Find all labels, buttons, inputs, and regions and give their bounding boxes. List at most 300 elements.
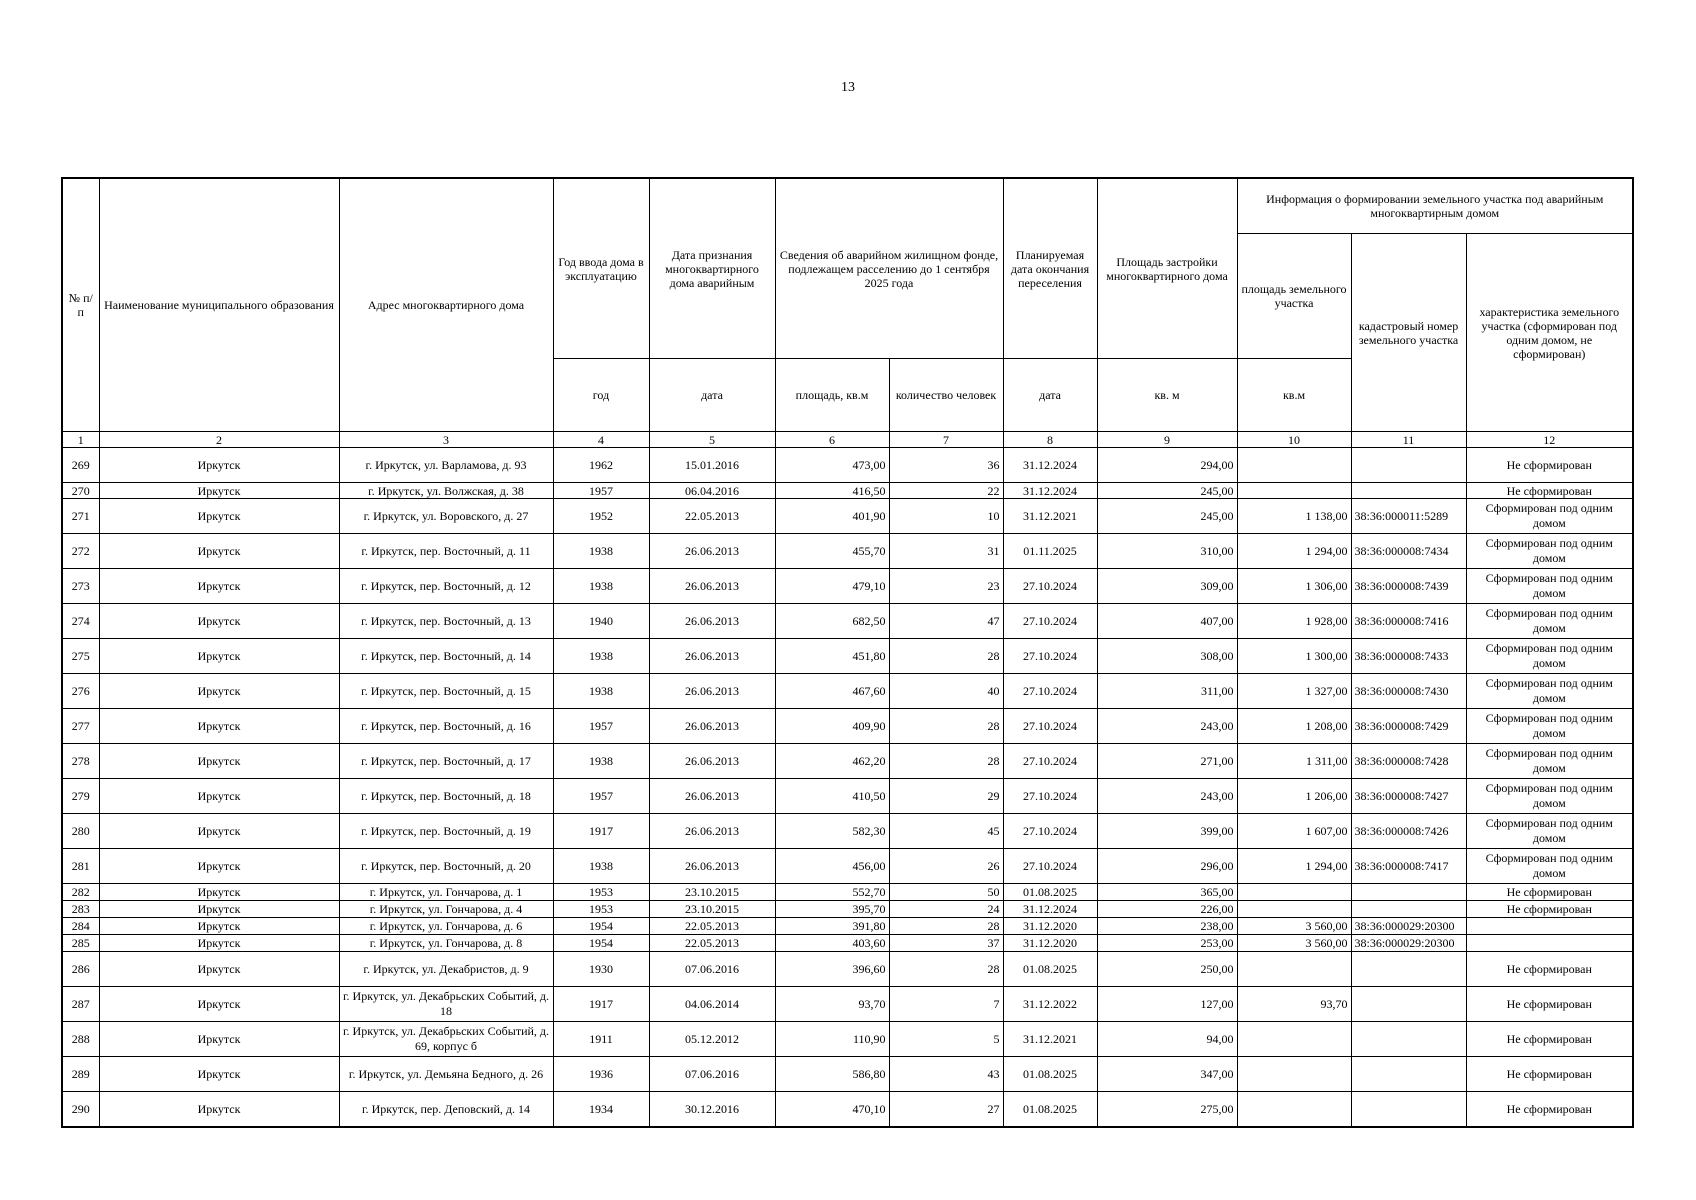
address-cell: г. Иркутск, ул. Гончарова, д. 8 [339, 935, 553, 952]
declared-date-cell: 23.10.2015 [649, 884, 775, 901]
table-row [62, 483, 1633, 499]
land-area-cell: 1 327,00 [1237, 674, 1351, 709]
land-area-cell: 1 607,00 [1237, 814, 1351, 849]
year-cell: 1938 [553, 674, 649, 709]
cadastral-cell: 38:36:000008:7433 [1351, 639, 1466, 674]
people-count-cell: 50 [889, 884, 1003, 901]
land-status-cell: Сформирован под одним домом [1466, 604, 1633, 639]
address-cell: г. Иркутск, ул. Варламова, д. 93 [339, 448, 553, 483]
people-count-cell: 47 [889, 604, 1003, 639]
row-number: 277 [62, 709, 99, 744]
land-area-cell [1237, 952, 1351, 987]
cadastral-cell: 38:36:000029:20300 [1351, 918, 1466, 935]
people-count-cell: 28 [889, 918, 1003, 935]
building-area-cell: 347,00 [1097, 1057, 1237, 1092]
year-cell: 1938 [553, 534, 649, 569]
cadastral-cell: 38:36:000008:7428 [1351, 744, 1466, 779]
emergency-area-cell: 467,60 [775, 674, 889, 709]
address-cell: г. Иркутск, ул. Волжская, д. 38 [339, 483, 553, 499]
municipality-cell: Иркутск [99, 884, 339, 901]
land-area-cell [1237, 1057, 1351, 1092]
address-cell: г. Иркутск, ул. Гончарова, д. 4 [339, 901, 553, 918]
people-count-cell: 24 [889, 901, 1003, 918]
land-status-cell: Сформирован под одним домом [1466, 569, 1633, 604]
planned-date-cell: 27.10.2024 [1003, 849, 1097, 884]
unit-area: площадь, кв.м [775, 359, 889, 432]
address-cell: г. Иркутск, ул. Декабристов, д. 9 [339, 952, 553, 987]
column-number: 4 [553, 432, 649, 448]
table-row [62, 709, 1633, 744]
people-count-cell: 28 [889, 744, 1003, 779]
row-number: 286 [62, 952, 99, 987]
address-cell: г. Иркутск, пер. Восточный, д. 12 [339, 569, 553, 604]
land-area-cell: 1 306,00 [1237, 569, 1351, 604]
declared-date-cell: 26.06.2013 [649, 674, 775, 709]
column-number: 11 [1351, 432, 1466, 448]
year-cell: 1917 [553, 987, 649, 1022]
cadastral-cell: 38:36:000008:7429 [1351, 709, 1466, 744]
cadastral-cell [1351, 1022, 1466, 1057]
declared-date-cell: 22.05.2013 [649, 935, 775, 952]
land-status-cell: Сформирован под одним домом [1466, 709, 1633, 744]
column-number: 6 [775, 432, 889, 448]
table-row [62, 952, 1633, 987]
cadastral-cell: 38:36:000008:7430 [1351, 674, 1466, 709]
address-cell: г. Иркутск, пер. Восточный, д. 15 [339, 674, 553, 709]
row-number: 269 [62, 448, 99, 483]
declared-date-cell: 30.12.2016 [649, 1092, 775, 1128]
address-cell: г. Иркутск, ул. Гончарова, д. 6 [339, 918, 553, 935]
planned-date-cell: 31.12.2024 [1003, 901, 1097, 918]
emergency-area-cell: 473,00 [775, 448, 889, 483]
emergency-area-cell: 455,70 [775, 534, 889, 569]
emergency-area-cell: 401,90 [775, 499, 889, 534]
planned-date-cell: 27.10.2024 [1003, 569, 1097, 604]
planned-date-cell: 31.12.2024 [1003, 483, 1097, 499]
building-area-cell: 94,00 [1097, 1022, 1237, 1057]
cadastral-cell: 38:36:000008:7417 [1351, 849, 1466, 884]
row-number: 283 [62, 901, 99, 918]
land-area-cell: 1 300,00 [1237, 639, 1351, 674]
municipality-cell: Иркутск [99, 952, 339, 987]
municipality-cell: Иркутск [99, 744, 339, 779]
declared-date-cell: 26.06.2013 [649, 604, 775, 639]
building-area-cell: 309,00 [1097, 569, 1237, 604]
address-cell: г. Иркутск, ул. Демьяна Бедного, д. 26 [339, 1057, 553, 1092]
people-count-cell: 10 [889, 499, 1003, 534]
table-row [62, 604, 1633, 639]
cadastral-cell [1351, 884, 1466, 901]
year-cell: 1953 [553, 884, 649, 901]
emergency-area-cell: 410,50 [775, 779, 889, 814]
year-cell: 1911 [553, 1022, 649, 1057]
cadastral-cell: 38:36:000008:7439 [1351, 569, 1466, 604]
header-planned-date: Планируемая дата окончания переселения [1003, 178, 1097, 359]
municipality-cell: Иркутск [99, 604, 339, 639]
planned-date-cell: 31.12.2020 [1003, 935, 1097, 952]
emergency-area-cell: 409,90 [775, 709, 889, 744]
planned-date-cell: 01.11.2025 [1003, 534, 1097, 569]
header-land-area: площадь земельного участка [1237, 234, 1351, 359]
declared-date-cell: 22.05.2013 [649, 499, 775, 534]
people-count-cell: 7 [889, 987, 1003, 1022]
declared-date-cell: 26.06.2013 [649, 814, 775, 849]
row-number: 288 [62, 1022, 99, 1057]
table-row [62, 814, 1633, 849]
building-area-cell: 226,00 [1097, 901, 1237, 918]
table-row [62, 499, 1633, 534]
land-status-cell [1466, 918, 1633, 935]
cadastral-cell: 38:36:000008:7434 [1351, 534, 1466, 569]
cadastral-cell [1351, 901, 1466, 918]
unit-people: количество человек [889, 359, 1003, 432]
table-row [62, 1092, 1633, 1128]
year-cell: 1962 [553, 448, 649, 483]
year-cell: 1938 [553, 744, 649, 779]
column-number: 12 [1466, 432, 1633, 448]
emergency-area-cell: 403,60 [775, 935, 889, 952]
emergency-area-cell: 479,10 [775, 569, 889, 604]
land-status-cell: Не сформирован [1466, 1022, 1633, 1057]
land-area-cell [1237, 1022, 1351, 1057]
land-status-cell: Не сформирован [1466, 1057, 1633, 1092]
table-row [62, 1022, 1633, 1057]
table-body [62, 448, 1633, 1128]
declared-date-cell: 23.10.2015 [649, 901, 775, 918]
row-number: 270 [62, 483, 99, 499]
address-cell: г. Иркутск, пер. Восточный, д. 16 [339, 709, 553, 744]
emergency-area-cell: 391,80 [775, 918, 889, 935]
declared-date-cell: 07.06.2016 [649, 1057, 775, 1092]
row-number: 280 [62, 814, 99, 849]
emergency-area-cell: 110,90 [775, 1022, 889, 1057]
building-area-cell: 245,00 [1097, 499, 1237, 534]
land-area-cell: 3 560,00 [1237, 918, 1351, 935]
land-status-cell: Сформирован под одним домом [1466, 674, 1633, 709]
declared-date-cell: 26.06.2013 [649, 569, 775, 604]
emergency-area-cell: 682,50 [775, 604, 889, 639]
people-count-cell: 28 [889, 709, 1003, 744]
municipality-cell: Иркутск [99, 901, 339, 918]
address-cell: г. Иркутск, ул. Декабрьских Событий, д. 69, корпус б [339, 1022, 553, 1057]
planned-date-cell: 01.08.2025 [1003, 884, 1097, 901]
row-number: 274 [62, 604, 99, 639]
municipality-cell: Иркутск [99, 709, 339, 744]
table-row [62, 901, 1633, 918]
row-number: 272 [62, 534, 99, 569]
land-area-cell: 1 138,00 [1237, 499, 1351, 534]
row-number: 271 [62, 499, 99, 534]
table-row [62, 884, 1633, 901]
people-count-cell: 23 [889, 569, 1003, 604]
year-cell: 1957 [553, 483, 649, 499]
people-count-cell: 31 [889, 534, 1003, 569]
emergency-area-cell: 462,20 [775, 744, 889, 779]
municipality-cell: Иркутск [99, 674, 339, 709]
header-land-info: Информация о формировании земельного участка под аварийным многоквартирным домом [1237, 178, 1633, 234]
year-cell: 1938 [553, 569, 649, 604]
year-cell: 1957 [553, 709, 649, 744]
header-land-status: характеристика земельного участка (сформирован под одним домом, не сформирован) [1466, 234, 1633, 432]
land-area-cell: 93,70 [1237, 987, 1351, 1022]
building-area-cell: 311,00 [1097, 674, 1237, 709]
address-cell: г. Иркутск, пер. Восточный, д. 11 [339, 534, 553, 569]
people-count-cell: 40 [889, 674, 1003, 709]
declared-date-cell: 26.06.2013 [649, 744, 775, 779]
planned-date-cell: 31.12.2021 [1003, 499, 1097, 534]
cadastral-cell [1351, 987, 1466, 1022]
column-number: 9 [1097, 432, 1237, 448]
column-number: 1 [62, 432, 99, 448]
municipality-cell: Иркутск [99, 534, 339, 569]
planned-date-cell: 01.08.2025 [1003, 1057, 1097, 1092]
cadastral-cell: 38:36:000008:7427 [1351, 779, 1466, 814]
land-status-cell: Сформирован под одним домом [1466, 779, 1633, 814]
row-number: 289 [62, 1057, 99, 1092]
land-area-cell: 1 294,00 [1237, 849, 1351, 884]
year-cell: 1934 [553, 1092, 649, 1128]
declared-date-cell: 22.05.2013 [649, 918, 775, 935]
emergency-housing-table [61, 177, 1634, 1128]
column-numbers-row [62, 432, 1633, 448]
address-cell: г. Иркутск, пер. Восточный, д. 17 [339, 744, 553, 779]
people-count-cell: 26 [889, 849, 1003, 884]
emergency-area-cell: 93,70 [775, 987, 889, 1022]
cadastral-cell: 38:36:000011:5289 [1351, 499, 1466, 534]
address-cell: г. Иркутск, пер. Восточный, д. 18 [339, 779, 553, 814]
address-cell: г. Иркутск, пер. Восточный, д. 13 [339, 604, 553, 639]
row-number: 279 [62, 779, 99, 814]
land-status-cell: Сформирован под одним домом [1466, 744, 1633, 779]
table-row [62, 935, 1633, 952]
cadastral-cell: 38:36:000029:20300 [1351, 935, 1466, 952]
land-status-cell: Не сформирован [1466, 884, 1633, 901]
land-area-cell [1237, 483, 1351, 499]
municipality-cell: Иркутск [99, 1057, 339, 1092]
people-count-cell: 43 [889, 1057, 1003, 1092]
table-row [62, 534, 1633, 569]
header-building-area: Площадь застройки многоквартирного дома [1097, 178, 1237, 359]
year-cell: 1957 [553, 779, 649, 814]
table-row [62, 639, 1633, 674]
year-cell: 1952 [553, 499, 649, 534]
year-cell: 1954 [553, 935, 649, 952]
building-area-cell: 253,00 [1097, 935, 1237, 952]
declared-date-cell: 26.06.2013 [649, 534, 775, 569]
address-cell: г. Иркутск, пер. Восточный, д. 20 [339, 849, 553, 884]
emergency-area-cell: 416,50 [775, 483, 889, 499]
header-row-main [62, 178, 1633, 234]
municipality-cell: Иркутск [99, 569, 339, 604]
land-status-cell: Сформирован под одним домом [1466, 849, 1633, 884]
year-cell: 1938 [553, 639, 649, 674]
year-cell: 1954 [553, 918, 649, 935]
address-cell: г. Иркутск, пер. Восточный, д. 19 [339, 814, 553, 849]
row-number: 276 [62, 674, 99, 709]
declared-date-cell: 26.06.2013 [649, 849, 775, 884]
planned-date-cell: 31.12.2021 [1003, 1022, 1097, 1057]
unit-date: дата [649, 359, 775, 432]
land-area-cell [1237, 1092, 1351, 1128]
header-year-built: Год ввода дома в эксплуатацию [553, 178, 649, 359]
planned-date-cell: 27.10.2024 [1003, 779, 1097, 814]
column-number: 8 [1003, 432, 1097, 448]
declared-date-cell: 06.04.2016 [649, 483, 775, 499]
column-number: 3 [339, 432, 553, 448]
address-cell: г. Иркутск, ул. Воровского, д. 27 [339, 499, 553, 534]
declared-date-cell: 26.06.2013 [649, 779, 775, 814]
table-row [62, 1057, 1633, 1092]
row-number: 275 [62, 639, 99, 674]
header-date-declared: Дата признания многоквартирного дома аварийным [649, 178, 775, 359]
declared-date-cell: 15.01.2016 [649, 448, 775, 483]
land-status-cell: Не сформирован [1466, 448, 1633, 483]
land-status-cell: Сформирован под одним домом [1466, 499, 1633, 534]
people-count-cell: 36 [889, 448, 1003, 483]
land-area-cell [1237, 884, 1351, 901]
planned-date-cell: 27.10.2024 [1003, 639, 1097, 674]
table-row [62, 918, 1633, 935]
table-row [62, 569, 1633, 604]
land-area-cell: 1 928,00 [1237, 604, 1351, 639]
people-count-cell: 28 [889, 639, 1003, 674]
municipality-cell: Иркутск [99, 499, 339, 534]
municipality-cell: Иркутск [99, 987, 339, 1022]
building-area-cell: 399,00 [1097, 814, 1237, 849]
building-area-cell: 308,00 [1097, 639, 1237, 674]
address-cell: г. Иркутск, пер. Восточный, д. 14 [339, 639, 553, 674]
emergency-area-cell: 395,70 [775, 901, 889, 918]
people-count-cell: 27 [889, 1092, 1003, 1128]
land-status-cell: Сформирован под одним домом [1466, 534, 1633, 569]
land-status-cell [1466, 935, 1633, 952]
emergency-area-cell: 586,80 [775, 1057, 889, 1092]
building-area-cell: 243,00 [1097, 709, 1237, 744]
municipality-cell: Иркутск [99, 935, 339, 952]
year-cell: 1940 [553, 604, 649, 639]
emergency-area-cell: 552,70 [775, 884, 889, 901]
land-area-cell: 1 294,00 [1237, 534, 1351, 569]
land-area-cell: 1 208,00 [1237, 709, 1351, 744]
declared-date-cell: 05.12.2012 [649, 1022, 775, 1057]
municipality-cell: Иркутск [99, 639, 339, 674]
planned-date-cell: 27.10.2024 [1003, 674, 1097, 709]
table-row [62, 987, 1633, 1022]
land-status-cell: Не сформирован [1466, 483, 1633, 499]
cadastral-cell [1351, 448, 1466, 483]
building-area-cell: 127,00 [1097, 987, 1237, 1022]
table-row [62, 849, 1633, 884]
municipality-cell: Иркутск [99, 918, 339, 935]
municipality-cell: Иркутск [99, 779, 339, 814]
column-number: 2 [99, 432, 339, 448]
people-count-cell: 5 [889, 1022, 1003, 1057]
planned-date-cell: 31.12.2020 [1003, 918, 1097, 935]
emergency-area-cell: 470,10 [775, 1092, 889, 1128]
cadastral-cell [1351, 952, 1466, 987]
planned-date-cell: 01.08.2025 [1003, 952, 1097, 987]
table-row [62, 779, 1633, 814]
row-number: 273 [62, 569, 99, 604]
building-area-cell: 296,00 [1097, 849, 1237, 884]
declared-date-cell: 07.06.2016 [649, 952, 775, 987]
land-status-cell: Не сформирован [1466, 952, 1633, 987]
year-cell: 1930 [553, 952, 649, 987]
land-area-cell: 1 311,00 [1237, 744, 1351, 779]
building-area-cell: 243,00 [1097, 779, 1237, 814]
year-cell: 1936 [553, 1057, 649, 1092]
land-status-cell: Не сформирован [1466, 987, 1633, 1022]
header-num: № п/п [62, 178, 99, 432]
header-municipality: Наименование муниципального образования [99, 178, 339, 432]
emergency-area-cell: 396,60 [775, 952, 889, 987]
table-row [62, 674, 1633, 709]
municipality-cell: Иркутск [99, 448, 339, 483]
column-number: 5 [649, 432, 775, 448]
municipality-cell: Иркутск [99, 1092, 339, 1128]
planned-date-cell: 27.10.2024 [1003, 604, 1097, 639]
municipality-cell: Иркутск [99, 849, 339, 884]
emergency-area-cell: 582,30 [775, 814, 889, 849]
declared-date-cell: 26.06.2013 [649, 709, 775, 744]
land-status-cell: Сформирован под одним домом [1466, 639, 1633, 674]
emergency-area-cell: 451,80 [775, 639, 889, 674]
address-cell: г. Иркутск, пер. Деповский, д. 14 [339, 1092, 553, 1128]
planned-date-cell: 31.12.2024 [1003, 448, 1097, 483]
cadastral-cell: 38:36:000008:7416 [1351, 604, 1466, 639]
address-cell: г. Иркутск, ул. Декабрьских Событий, д. 18 [339, 987, 553, 1022]
declared-date-cell: 04.06.2014 [649, 987, 775, 1022]
year-cell: 1953 [553, 901, 649, 918]
planned-date-cell: 27.10.2024 [1003, 709, 1097, 744]
building-area-cell: 250,00 [1097, 952, 1237, 987]
land-area-cell: 1 206,00 [1237, 779, 1351, 814]
municipality-cell: Иркутск [99, 814, 339, 849]
building-area-cell: 238,00 [1097, 918, 1237, 935]
land-area-cell [1237, 448, 1351, 483]
people-count-cell: 45 [889, 814, 1003, 849]
page-number: 13 [841, 80, 855, 95]
people-count-cell: 29 [889, 779, 1003, 814]
row-number: 278 [62, 744, 99, 779]
planned-date-cell: 27.10.2024 [1003, 744, 1097, 779]
unit-date-planned: дата [1003, 359, 1097, 432]
building-area-cell: 275,00 [1097, 1092, 1237, 1128]
address-cell: г. Иркутск, ул. Гончарова, д. 1 [339, 884, 553, 901]
building-area-cell: 365,00 [1097, 884, 1237, 901]
row-number: 285 [62, 935, 99, 952]
year-cell: 1917 [553, 814, 649, 849]
land-status-cell: Не сформирован [1466, 1092, 1633, 1128]
column-number: 10 [1237, 432, 1351, 448]
people-count-cell: 28 [889, 952, 1003, 987]
cadastral-cell [1351, 483, 1466, 499]
people-count-cell: 37 [889, 935, 1003, 952]
land-status-cell: Сформирован под одним домом [1466, 814, 1633, 849]
declared-date-cell: 26.06.2013 [649, 639, 775, 674]
emergency-area-cell: 456,00 [775, 849, 889, 884]
row-number: 282 [62, 884, 99, 901]
cadastral-cell: 38:36:000008:7426 [1351, 814, 1466, 849]
row-number: 281 [62, 849, 99, 884]
column-number: 7 [889, 432, 1003, 448]
header-cadastral: кадастровый номер земельного участка [1351, 234, 1466, 432]
land-area-cell [1237, 901, 1351, 918]
building-area-cell: 310,00 [1097, 534, 1237, 569]
table-row [62, 448, 1633, 483]
building-area-cell: 294,00 [1097, 448, 1237, 483]
building-area-cell: 407,00 [1097, 604, 1237, 639]
